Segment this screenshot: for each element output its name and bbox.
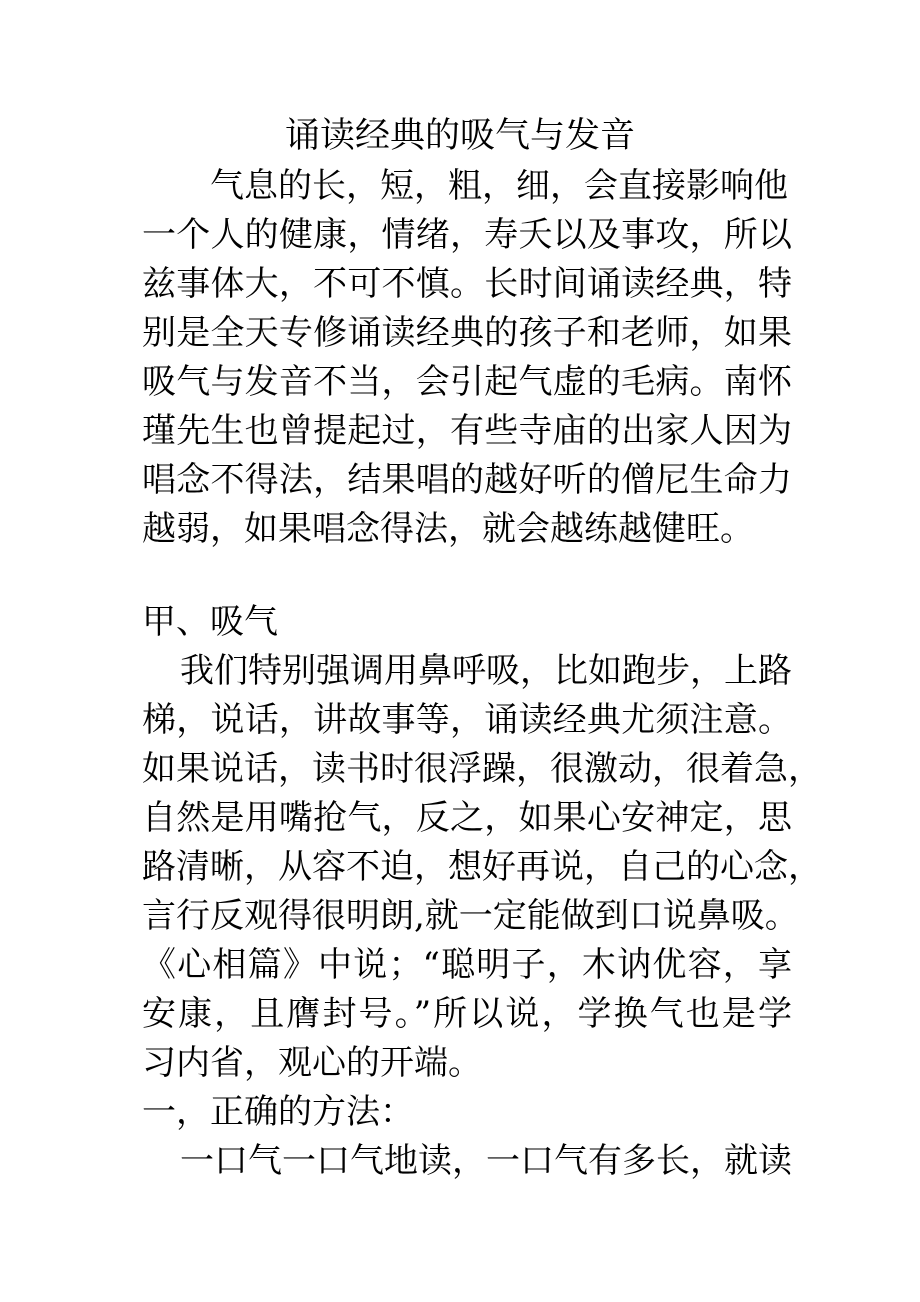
section-a-line-8: 安康，且膺封号。”所以说，学换气也是学 <box>142 994 792 1034</box>
section-a-heading: 甲、吸气 <box>142 602 278 642</box>
section-a-line-3: 如果说话，读书时很浮躁，很激动，很着急， <box>142 749 822 789</box>
section-a-line-2: 梯，说话，讲故事等，诵读经典尤须注意。 <box>142 700 792 740</box>
intro-line-7: 唱念不得法，结果唱的越好听的僧尼生命力 <box>142 460 792 500</box>
intro-line-1: 气息的长，短，粗，细，会直接影响他 <box>210 166 788 206</box>
section-a-line-7: 《心相篇》中说；“聪明子，木讷优容，享 <box>142 945 792 985</box>
section-a-line-4: 自然是用嘴抢气，反之，如果心安神定，思 <box>142 798 792 838</box>
intro-line-8: 越弱，如果唱念得法，就会越练越健旺。 <box>142 509 754 549</box>
method-line-1: 一口气一口气地读，一口气有多长，就读 <box>180 1141 792 1181</box>
intro-line-3: 兹事体大，不可不慎。长时间诵读经典，特 <box>142 264 792 304</box>
intro-line-2: 一个人的健康，情绪，寿夭以及事攻，所以 <box>142 215 792 255</box>
section-a-line-9: 习内省，观心的开端。 <box>142 1043 482 1083</box>
section-a-line-6: 言行反观得很明朗,就一定能做到口说鼻吸。 <box>142 896 799 936</box>
subheading-method: 一，正确的方法： <box>142 1092 414 1132</box>
intro-line-6: 瑾先生也曾提起过，有些寺庙的出家人因为 <box>142 411 792 451</box>
intro-line-5: 吸气与发音不当，会引起气虚的毛病。南怀 <box>142 362 792 402</box>
section-a-line-1: 我们特别强调用鼻呼吸，比如跑步，上路 <box>180 651 792 691</box>
intro-line-4: 别是全天专修诵读经典的孩子和老师，如果 <box>142 313 792 353</box>
document-title: 诵读经典的吸气与发音 <box>284 116 635 156</box>
section-a-line-5: 路清晰，从容不迫，想好再说，自己的心念， <box>142 847 822 887</box>
